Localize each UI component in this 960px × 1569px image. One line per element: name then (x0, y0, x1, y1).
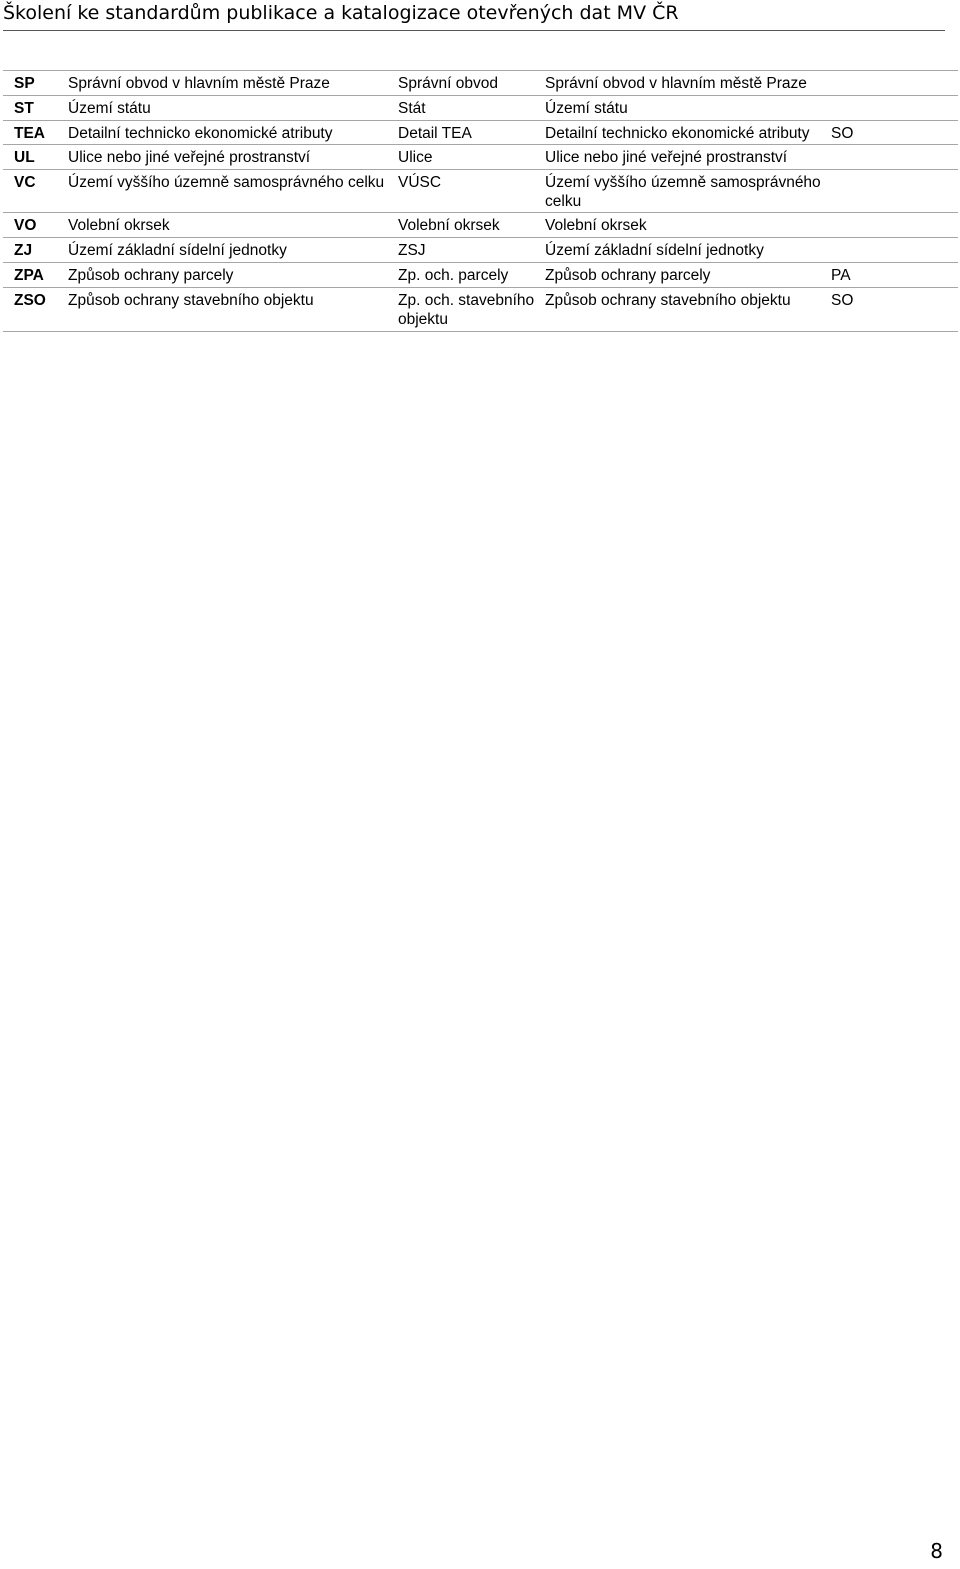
code-table (3, 70, 958, 332)
table-row (3, 263, 958, 288)
row-description: Území základní sídelní jednotky (545, 242, 764, 259)
row-code: VO (14, 217, 37, 234)
row-short-name: VÚSC (398, 174, 442, 191)
row-name: Území státu (68, 100, 151, 117)
row-description: Volební okrsek (545, 217, 647, 234)
table-row (3, 96, 958, 121)
row-short-name: ZSJ (398, 242, 426, 259)
row-name: Detailní technicko ekonomické atributy (68, 125, 333, 142)
row-name: Volební okrsek (68, 217, 170, 234)
row-code: ZSO (14, 292, 46, 309)
row-extra: SO (831, 125, 854, 142)
row-extra: SO (831, 292, 854, 309)
table-row (3, 121, 958, 145)
page-header (3, 0, 945, 31)
table-row (3, 213, 958, 238)
row-code: VC (14, 174, 36, 191)
row-extra: PA (831, 267, 851, 284)
table-row (3, 170, 958, 213)
row-description: Detailní technicko ekonomické atributy (545, 125, 810, 142)
row-code: ZJ (14, 242, 33, 259)
row-name: Území vyššího územně samosprávného celku (68, 174, 385, 191)
row-name: Území základní sídelní jednotky (68, 242, 287, 259)
row-code: TEA (14, 125, 45, 142)
row-short-name: Volební okrsek (398, 217, 500, 234)
row-code: ST (14, 100, 34, 117)
row-name: Správní obvod v hlavním městě Praze (68, 75, 330, 92)
row-code: ZPA (14, 267, 44, 284)
row-extra (827, 71, 958, 96)
row-short-name: Ulice (398, 149, 433, 166)
row-description: Ulice nebo jiné veřejné prostranství (545, 149, 788, 166)
row-description: Území státu (545, 100, 628, 117)
row-description: Způsob ochrany stavebního objektu (545, 292, 791, 309)
row-name: Způsob ochrany parcely (68, 267, 234, 284)
row-name: Ulice nebo jiné veřejné prostranství (68, 149, 311, 166)
row-extra (827, 145, 958, 170)
row-description: Správní obvod v hlavním městě Praze (545, 75, 807, 92)
table-row (3, 288, 958, 332)
row-extra (827, 213, 958, 238)
table-row (3, 145, 958, 170)
row-extra (827, 96, 958, 121)
page-number: 8 (930, 1539, 943, 1563)
row-extra (827, 170, 958, 213)
table-row (3, 71, 958, 96)
row-short-name: Zp. och. parcely (398, 267, 509, 284)
row-extra (827, 238, 958, 263)
table-row (3, 238, 958, 263)
row-code: UL (14, 149, 35, 166)
row-short-name: Stát (398, 100, 426, 117)
row-name: Způsob ochrany stavebního objektu (68, 292, 314, 309)
row-code: SP (14, 75, 35, 92)
row-short-name: Detail TEA (398, 125, 472, 142)
row-short-name: Správní obvod (398, 75, 498, 92)
row-description: Způsob ochrany parcely (545, 267, 711, 284)
row-short-name: Zp. och. stavebního objektu (398, 292, 535, 328)
page-title: Školení ke standardům publikace a katalogizace otevřených dat MV ČR (3, 2, 679, 24)
row-description: Území vyššího územně samosprávného celku (545, 174, 821, 210)
